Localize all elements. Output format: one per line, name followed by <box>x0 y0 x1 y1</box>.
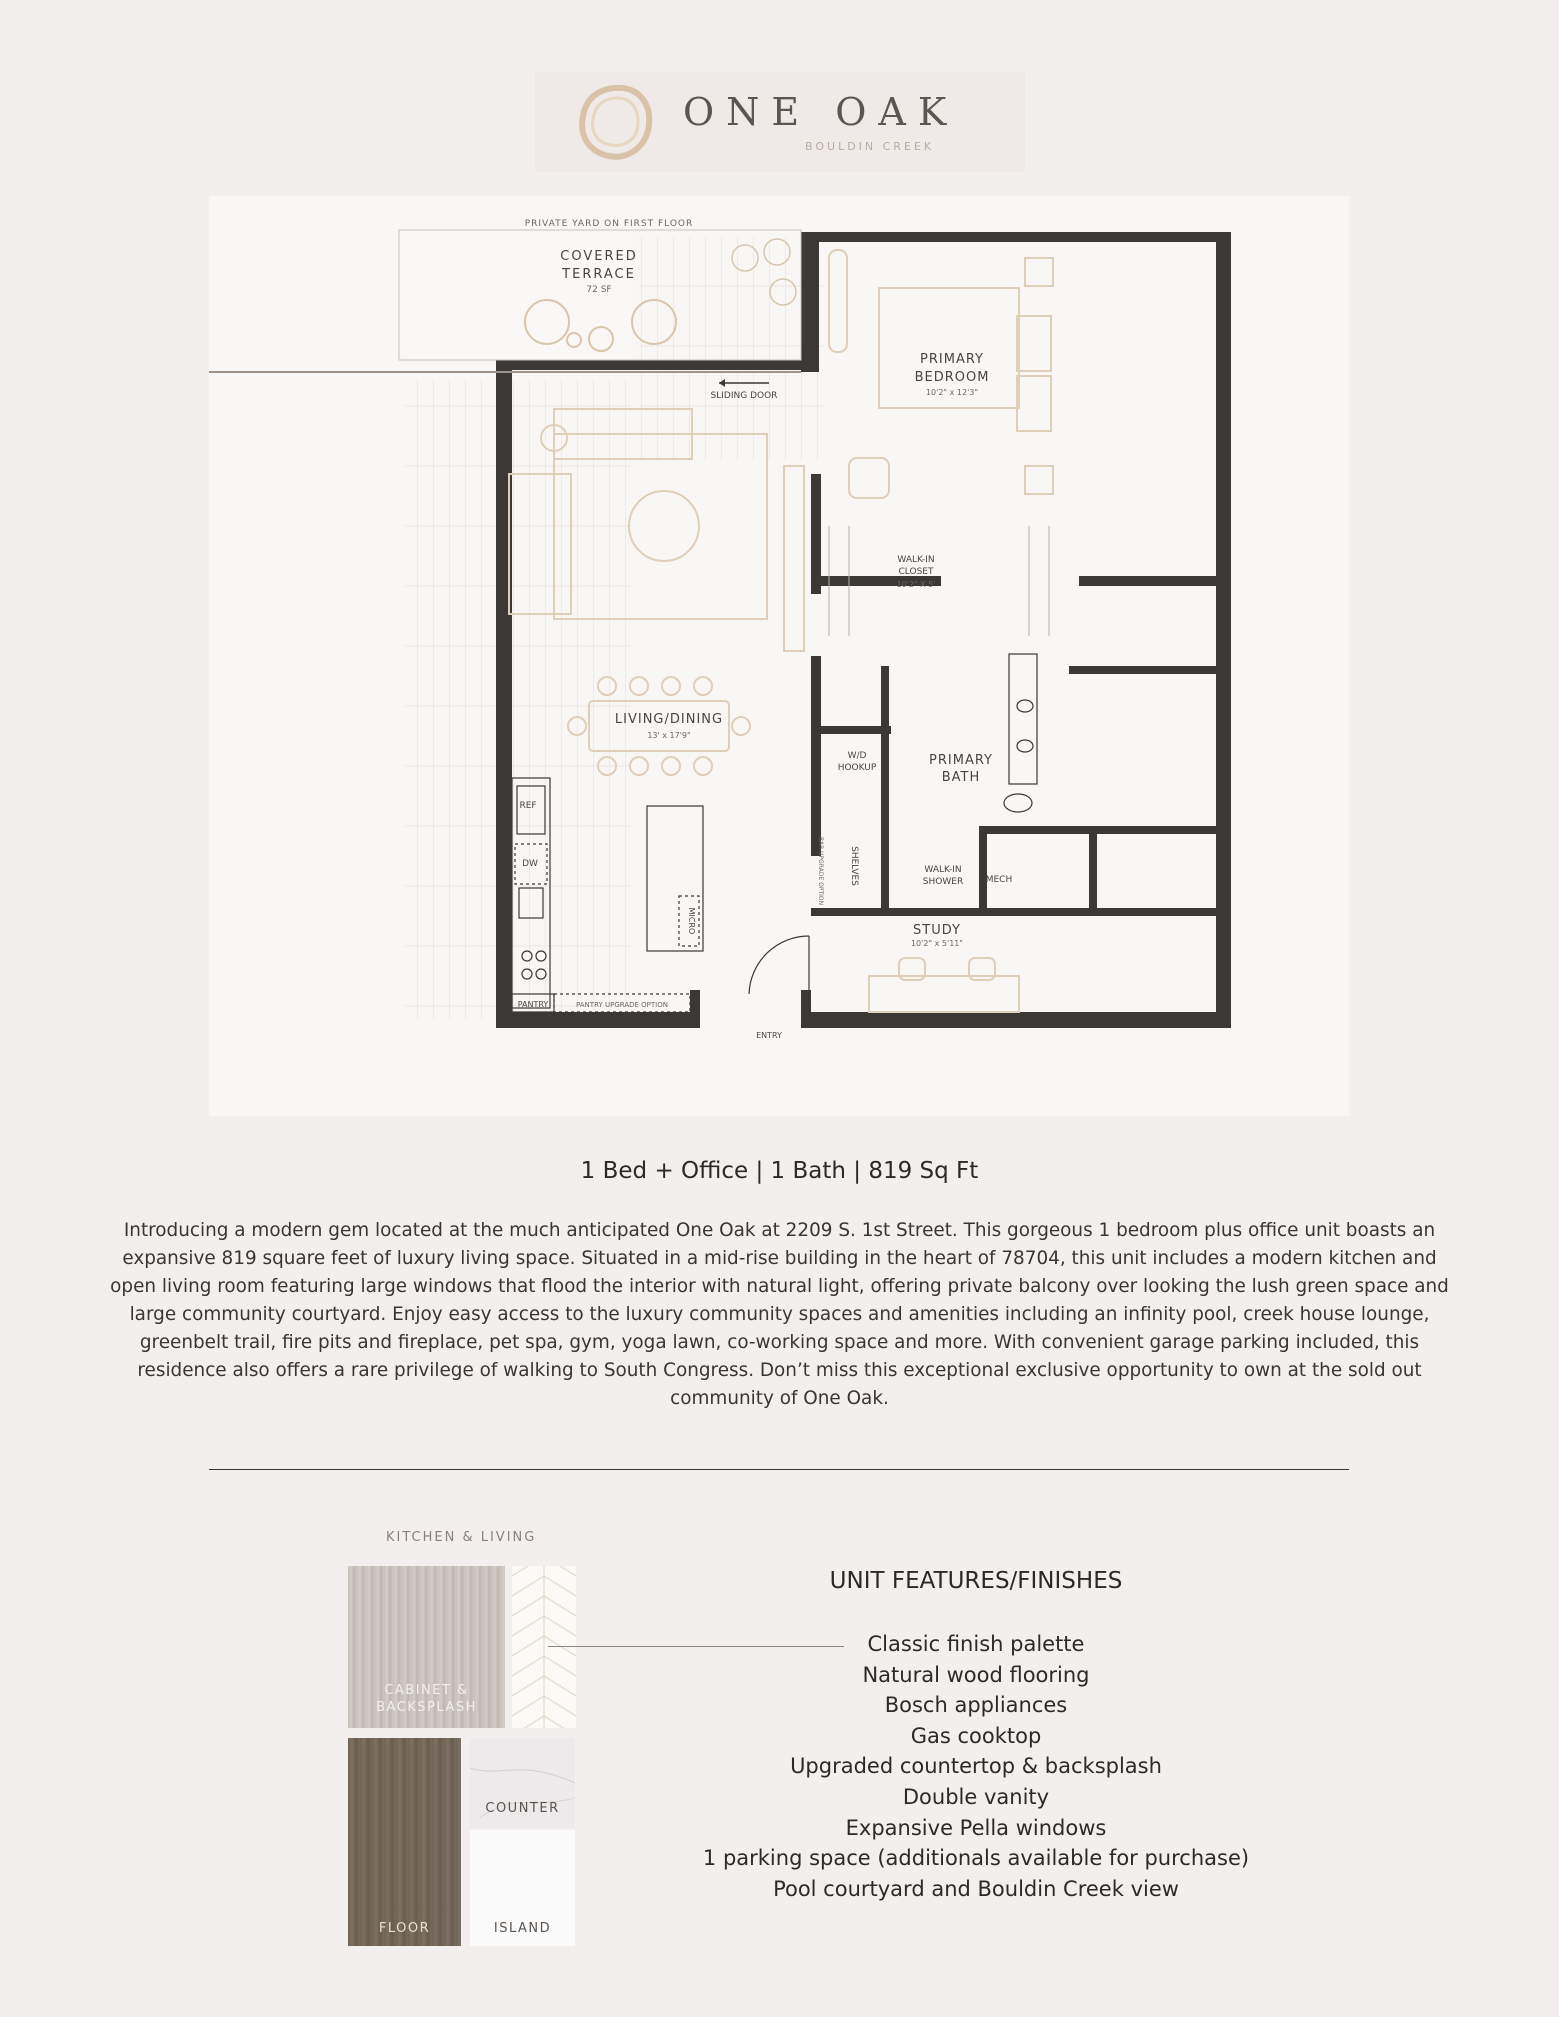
counter-swatch <box>470 1738 575 1828</box>
primary-label: PRIMARY <box>920 352 984 367</box>
section-divider <box>209 1469 1349 1470</box>
kitchen-living-label: KITCHEN & LIVING <box>386 1530 537 1545</box>
private-yard-label: PRIVATE YARD ON FIRST FLOOR <box>524 219 694 229</box>
feature-item: Expansive Pella windows <box>845 1815 1107 1840</box>
pantry-upgrade-label: PANTRY UPGRADE OPTION <box>576 1001 668 1009</box>
study-dims-label: 10'2" x 5'11" <box>910 939 964 948</box>
feature-item: Double vanity <box>902 1784 1050 1809</box>
feature-item: Gas cooktop <box>910 1723 1042 1748</box>
feature-item: Bosch appliances <box>884 1693 1068 1718</box>
herringbone-pattern <box>512 1566 576 1728</box>
counter-label: COUNTER <box>485 1801 560 1816</box>
cabinet-label-line2: BACKSPLASH <box>376 1700 477 1715</box>
backsplash-swatch <box>512 1566 576 1728</box>
closet-label: CLOSET <box>898 567 934 577</box>
sliding-door-label: SLIDING DOOR <box>710 391 778 401</box>
ref-label: REF <box>519 801 537 811</box>
unit-headline: 1 Bed + Office | 1 Bath | 819 Sq Ft <box>580 1158 979 1184</box>
floor-label: FLOOR <box>378 1921 431 1936</box>
hookup-label: HOOKUP <box>837 763 877 773</box>
bar-upgrade-label: BAR UPGRADE OPTION <box>817 836 824 906</box>
entry-label: ENTRY <box>756 1031 782 1040</box>
features-list <box>676 1629 1276 1904</box>
wd-label: W/D <box>847 751 867 761</box>
primary-bath-label: PRIMARY <box>929 753 993 768</box>
cabinet-label-line1: CABINET & <box>384 1683 469 1698</box>
walk-in-shower-label: WALK-IN <box>924 865 962 875</box>
walk-in-label: WALK-IN <box>897 555 935 565</box>
logo <box>535 72 1025 172</box>
feature-item: Classic finish palette <box>867 1632 1085 1656</box>
bath-label: BATH <box>941 770 981 785</box>
shower-label: SHOWER <box>922 877 964 887</box>
cabinet-swatch <box>348 1566 505 1728</box>
feature-item: Pool courtyard and Bouldin Creek view <box>773 1876 1179 1901</box>
oak-ring-icon <box>575 84 655 162</box>
pantry-label: PANTRY <box>517 1000 549 1009</box>
mech-label: MECH <box>985 875 1013 885</box>
terrace-sf-label: 72 SF <box>586 285 612 295</box>
closet-dims-label: 10'2" X 5' <box>896 580 936 589</box>
island-label: ISLAND <box>493 1921 552 1936</box>
shelves-label: SHELVES <box>849 846 859 886</box>
cabinet-label <box>348 1682 505 1716</box>
floor-swatch <box>348 1738 461 1946</box>
floor-plan <box>209 196 1349 1116</box>
bedroom-dims-label: 10'2" x 12'3" <box>925 388 979 397</box>
unit-description: Introducing a modern gem located at the much anticipated One Oak at 2209 S. 1st Street. This gorgeous 1 bedroom plus office unit boasts an expansive 819 square feet of luxury living space. Situated in a mid-rise building in the heart of 78704, this unit includes a modern kitchen and open living room featuring large windows that flood the interior with natural light, offering private balcony over looking the lush green space and large community courtyard. Enjoy easy access to the luxury community spaces and amenities including an infinity pool, creek house lounge, greenbelt trail, fire pits and fireplace, pet spa, gym, yoga lawn, co-working space and more. With convenient garage parking included, this residence also offers a rare privilege of walking to South Congress. Don’t miss this exceptional exclusive opportunity to own at the sold out community of One Oak. <box>110 1220 1449 1409</box>
brand-subtitle: BOULDIN CREEK <box>805 140 935 153</box>
dw-label: DW <box>522 859 538 869</box>
living-dims-label: 13' x 17'9" <box>647 731 691 740</box>
living-dining-label: LIVING/DINING <box>614 712 724 727</box>
feature-item: 1 parking space (additionals available for purchase) <box>702 1846 1250 1871</box>
island-swatch <box>470 1830 575 1946</box>
features-title: UNIT FEATURES/FINISHES <box>829 1568 1123 1594</box>
covered-label: COVERED <box>560 249 638 264</box>
study-label: STUDY <box>913 923 961 938</box>
feature-item: Natural wood flooring <box>862 1662 1090 1687</box>
terrace-label: TERRACE <box>562 267 636 282</box>
bedroom-label: BEDROOM <box>914 370 990 385</box>
micro-label: MICRO <box>687 907 696 935</box>
feature-item: Upgraded countertop & backsplash <box>790 1754 1162 1779</box>
brand-name: ONE OAK <box>683 90 959 134</box>
